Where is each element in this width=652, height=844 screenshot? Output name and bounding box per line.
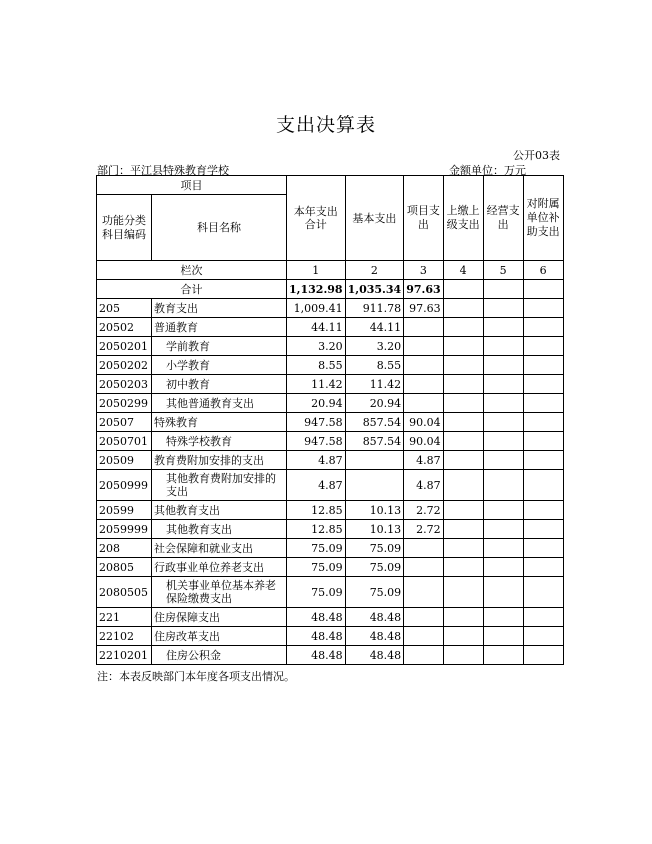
upper-cell: [443, 432, 483, 451]
project-cell: 2.72: [404, 520, 443, 539]
total-cell: 4.87: [287, 451, 346, 470]
upper-cell: [443, 375, 483, 394]
col-num: 4: [443, 261, 483, 280]
upper-cell: [443, 356, 483, 375]
subsidy-cell: [523, 627, 563, 646]
total-cell: 11.42: [287, 375, 346, 394]
subsidy-cell: [523, 520, 563, 539]
project-cell: [404, 539, 443, 558]
business-cell: [483, 646, 523, 665]
upper-cell: [443, 394, 483, 413]
total-cell: 12.85: [287, 520, 346, 539]
total-row: [97, 280, 564, 299]
total-cell: 48.48: [287, 608, 346, 627]
code-cell: 2050999: [97, 470, 152, 501]
col-num: 6: [523, 261, 563, 280]
table-row: [97, 299, 564, 318]
basic-cell: 911.78: [345, 299, 404, 318]
name-cell: 教育支出: [152, 299, 287, 318]
upper-cell: [443, 608, 483, 627]
name-cell: 其他教育支出: [152, 520, 287, 539]
basic-cell: 75.09: [345, 577, 404, 608]
total-cell: 3.20: [287, 337, 346, 356]
basic-cell: 75.09: [345, 558, 404, 577]
business-cell: [483, 356, 523, 375]
name-cell: 其他教育费附加安排的支出: [152, 470, 287, 501]
table-row: [97, 501, 564, 520]
project-cell: [404, 337, 443, 356]
business-cell: [483, 501, 523, 520]
name-cell: 机关事业单位基本养老保险缴费支出: [152, 577, 287, 608]
header-subject-name: 科目名称: [152, 195, 287, 261]
name-cell: 其他普通教育支出: [152, 394, 287, 413]
subsidy-cell: [523, 375, 563, 394]
code-cell: 20509: [97, 451, 152, 470]
total-subsidy: [523, 280, 563, 299]
table-row: [97, 539, 564, 558]
code-cell: 2080505: [97, 577, 152, 608]
table-row: [97, 318, 564, 337]
code-cell: 208: [97, 539, 152, 558]
table-row: [97, 356, 564, 375]
name-cell: 教育费附加安排的支出: [152, 451, 287, 470]
project-cell: [404, 356, 443, 375]
basic-cell: 3.20: [345, 337, 404, 356]
form-code: 公开03表: [513, 149, 560, 162]
upper-cell: [443, 520, 483, 539]
total-cell: 947.58: [287, 432, 346, 451]
subsidy-cell: [523, 318, 563, 337]
upper-cell: [443, 501, 483, 520]
subsidy-cell: [523, 337, 563, 356]
project-cell: 4.87: [404, 451, 443, 470]
upper-cell: [443, 337, 483, 356]
business-cell: [483, 470, 523, 501]
basic-cell: 75.09: [345, 539, 404, 558]
upper-cell: [443, 539, 483, 558]
code-cell: 2050299: [97, 394, 152, 413]
project-cell: [404, 394, 443, 413]
subsidy-cell: [523, 539, 563, 558]
basic-cell: [345, 451, 404, 470]
header-total: 本年支出合计: [287, 176, 346, 261]
col-num: 1: [287, 261, 346, 280]
table-row: [97, 608, 564, 627]
basic-cell: [345, 470, 404, 501]
header-project: 项目支出: [404, 176, 443, 261]
table-row: [97, 470, 564, 501]
project-cell: 90.04: [404, 413, 443, 432]
code-cell: 20599: [97, 501, 152, 520]
col-num: 2: [345, 261, 404, 280]
basic-cell: 11.42: [345, 375, 404, 394]
project-cell: 4.87: [404, 470, 443, 501]
basic-cell: 48.48: [345, 608, 404, 627]
subsidy-cell: [523, 432, 563, 451]
basic-cell: 48.48: [345, 646, 404, 665]
column-label: 栏次: [97, 261, 287, 280]
project-cell: 97.63: [404, 299, 443, 318]
name-cell: 初中教育: [152, 375, 287, 394]
unit-label: 金额单位：万元: [449, 164, 526, 177]
project-cell: [404, 627, 443, 646]
table-row: [97, 337, 564, 356]
total-cell: 75.09: [287, 577, 346, 608]
business-cell: [483, 451, 523, 470]
header-subsidy: 对附属单位补助支出: [523, 176, 563, 261]
name-cell: 普通教育: [152, 318, 287, 337]
business-cell: [483, 394, 523, 413]
table-row: [97, 394, 564, 413]
table-row: [97, 451, 564, 470]
total-cell: 48.48: [287, 646, 346, 665]
business-cell: [483, 608, 523, 627]
business-cell: [483, 539, 523, 558]
basic-cell: 10.13: [345, 501, 404, 520]
name-cell: 其他教育支出: [152, 501, 287, 520]
upper-cell: [443, 318, 483, 337]
basic-cell: 10.13: [345, 520, 404, 539]
business-cell: [483, 520, 523, 539]
basic-cell: 8.55: [345, 356, 404, 375]
total-cell: 12.85: [287, 501, 346, 520]
name-cell: 小学教育: [152, 356, 287, 375]
total-cell: 1,009.41: [287, 299, 346, 318]
header-basic: 基本支出: [345, 176, 404, 261]
business-cell: [483, 577, 523, 608]
total-label: 合计: [97, 280, 287, 299]
total-cell: 4.87: [287, 470, 346, 501]
business-cell: [483, 318, 523, 337]
col-num: 3: [404, 261, 443, 280]
subsidy-cell: [523, 558, 563, 577]
code-cell: 205: [97, 299, 152, 318]
total-cell: 75.09: [287, 539, 346, 558]
code-cell: 20805: [97, 558, 152, 577]
header-upper: 上缴上级支出: [443, 176, 483, 261]
upper-cell: [443, 558, 483, 577]
total-cell: 48.48: [287, 627, 346, 646]
basic-cell: 857.54: [345, 432, 404, 451]
header-item: 项目: [97, 176, 287, 195]
code-cell: 2050201: [97, 337, 152, 356]
table-row: [97, 627, 564, 646]
business-cell: [483, 299, 523, 318]
subsidy-cell: [523, 501, 563, 520]
department-label: 部门：平江县特殊教育学校: [97, 164, 229, 177]
table-row: [97, 375, 564, 394]
table-row: [97, 432, 564, 451]
name-cell: 行政事业单位养老支出: [152, 558, 287, 577]
upper-cell: [443, 413, 483, 432]
col-num: 5: [483, 261, 523, 280]
upper-cell: [443, 299, 483, 318]
basic-cell: 48.48: [345, 627, 404, 646]
upper-cell: [443, 646, 483, 665]
project-cell: [404, 608, 443, 627]
subsidy-cell: [523, 470, 563, 501]
upper-cell: [443, 627, 483, 646]
total-upper: [443, 280, 483, 299]
project-cell: 90.04: [404, 432, 443, 451]
basic-cell: 44.11: [345, 318, 404, 337]
upper-cell: [443, 451, 483, 470]
table-row: [97, 646, 564, 665]
total-basic: 1,035.34: [345, 280, 404, 299]
upper-cell: [443, 470, 483, 501]
business-cell: [483, 413, 523, 432]
name-cell: 特殊学校教育: [152, 432, 287, 451]
name-cell: 社会保障和就业支出: [152, 539, 287, 558]
footnote: 注：本表反映部门本年度各项支出情况。: [97, 670, 295, 683]
name-cell: 住房公积金: [152, 646, 287, 665]
project-cell: 2.72: [404, 501, 443, 520]
code-cell: 2059999: [97, 520, 152, 539]
subsidy-cell: [523, 413, 563, 432]
business-cell: [483, 432, 523, 451]
name-cell: 住房保障支出: [152, 608, 287, 627]
upper-cell: [443, 577, 483, 608]
total-cell: 947.58: [287, 413, 346, 432]
code-cell: 20502: [97, 318, 152, 337]
code-cell: 22102: [97, 627, 152, 646]
project-cell: [404, 646, 443, 665]
total-project: 97.63: [404, 280, 443, 299]
page-title: 支出决算表: [275, 114, 376, 136]
code-cell: 221: [97, 608, 152, 627]
basic-cell: 20.94: [345, 394, 404, 413]
table-row: [97, 520, 564, 539]
business-cell: [483, 337, 523, 356]
code-cell: 20507: [97, 413, 152, 432]
header-business: 经营支出: [483, 176, 523, 261]
subsidy-cell: [523, 451, 563, 470]
project-cell: [404, 375, 443, 394]
subsidy-cell: [523, 608, 563, 627]
name-cell: 学前教育: [152, 337, 287, 356]
total-cell: 75.09: [287, 558, 346, 577]
business-cell: [483, 375, 523, 394]
subsidy-cell: [523, 646, 563, 665]
expenditure-table: [96, 175, 564, 665]
code-cell: 2050202: [97, 356, 152, 375]
header-func-code: 功能分类科目编码: [97, 195, 152, 261]
total-total: 1,132.98: [287, 280, 346, 299]
subsidy-cell: [523, 577, 563, 608]
total-cell: 8.55: [287, 356, 346, 375]
subsidy-cell: [523, 356, 563, 375]
table-row: [97, 413, 564, 432]
project-cell: [404, 577, 443, 608]
name-cell: 住房改革支出: [152, 627, 287, 646]
total-cell: 20.94: [287, 394, 346, 413]
total-business: [483, 280, 523, 299]
subsidy-cell: [523, 299, 563, 318]
table-row: [97, 577, 564, 608]
name-cell: 特殊教育: [152, 413, 287, 432]
project-cell: [404, 318, 443, 337]
code-cell: 2050203: [97, 375, 152, 394]
business-cell: [483, 627, 523, 646]
table-row: [97, 558, 564, 577]
total-cell: 44.11: [287, 318, 346, 337]
basic-cell: 857.54: [345, 413, 404, 432]
code-cell: 2050701: [97, 432, 152, 451]
project-cell: [404, 558, 443, 577]
subsidy-cell: [523, 394, 563, 413]
code-cell: 2210201: [97, 646, 152, 665]
business-cell: [483, 558, 523, 577]
